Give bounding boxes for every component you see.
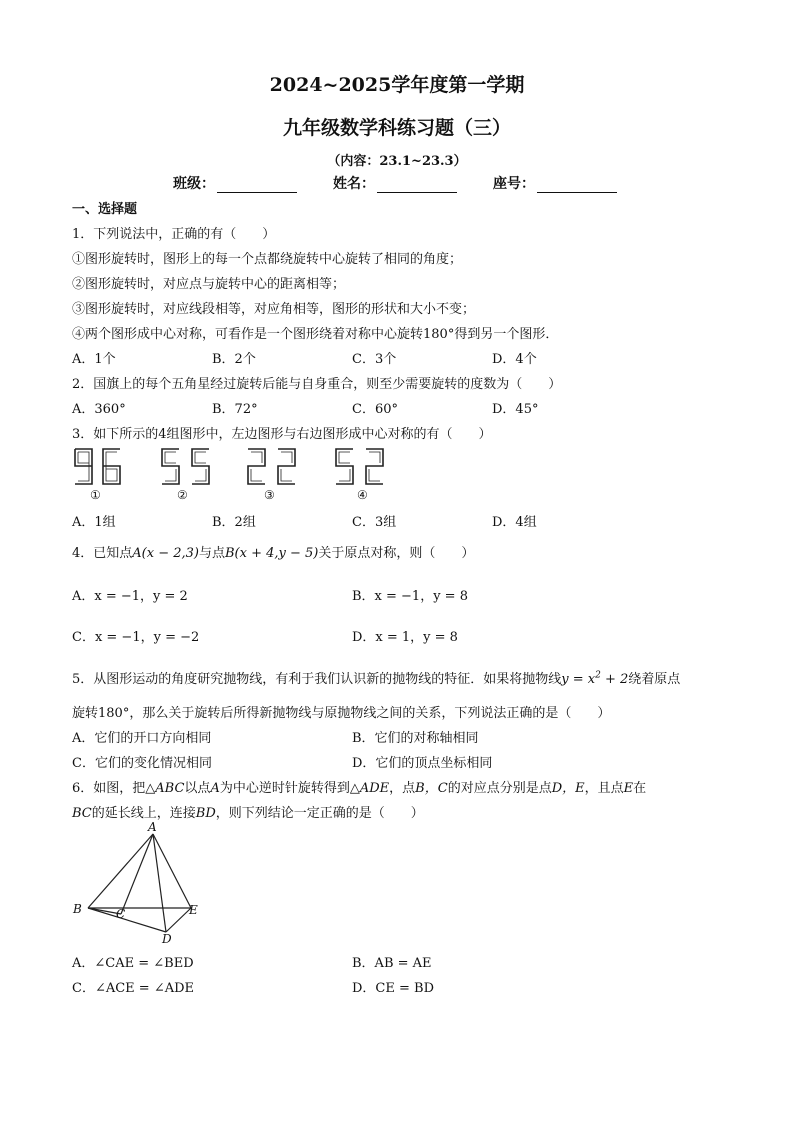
q6-option-a: A．∠CAE = ∠BED (72, 956, 194, 971)
q6-line-bd (88, 908, 166, 932)
q6-text-6: ，且点 (584, 781, 624, 796)
q2-option-a: A．360° (72, 402, 126, 417)
q1-statement-3: ③图形旋转时，对应线段相等，对应角相等，图形的形状和大小不变； (72, 302, 476, 317)
q5-option-b: B．它们的对称轴相同 (352, 731, 479, 746)
exam-title-subject: 九年级数学科练习题（三） (282, 117, 511, 139)
q6-segment-ad (153, 834, 166, 932)
q6-option-b: B．AB = AE (352, 956, 432, 971)
q3-option-d: D．4组 (492, 515, 537, 530)
name-blank (377, 178, 457, 193)
q3-figure-label-1: ① (90, 488, 101, 502)
q2-option-d: D．45° (492, 402, 539, 417)
q3-figure-label-4: ④ (357, 488, 368, 502)
q6-segment-bc: BC (72, 806, 92, 821)
q1-statement-1: ①图形旋转时，图形上的每一个点都绕旋转中心旋转了相同的角度； (72, 252, 463, 267)
q5-option-d: D．它们的顶点坐标相同 (352, 756, 493, 771)
q6-label-b: B (73, 902, 82, 916)
q3-pair-4-glyph (336, 449, 383, 484)
q4-point-b: B(x + 4,y − 5) (225, 546, 319, 561)
q5-formula (561, 672, 628, 687)
q5-stem-line2: 旋转180°，那么关于旋转后所得新抛物线与原抛物线之间的关系，下列说法正确的是（ ） (72, 706, 611, 721)
name-field (333, 173, 457, 193)
q5-option-c: C．它们的变化情况相同 (72, 756, 212, 771)
name-label: 姓名： (333, 176, 375, 192)
q4-stem (72, 542, 474, 561)
q6-label-c: C (116, 907, 126, 921)
q6-stem-line2 (72, 802, 424, 821)
q5-formula-exponent: 2 (595, 670, 601, 681)
q6-label-a: A (148, 820, 157, 834)
q3-figure-label-2: ② (177, 488, 188, 502)
q6-triangle-abc: △ABC (145, 781, 185, 796)
q3-figure-digits (72, 446, 402, 488)
q1-option-a: A．1个 (72, 352, 116, 367)
q6-segment-ab (88, 834, 153, 908)
q3-option-b: B．2组 (212, 515, 256, 530)
q6-segment-ae (153, 834, 191, 908)
class-blank (217, 178, 297, 193)
q6-option-c: C．∠ACE = ∠ADE (72, 981, 195, 996)
q4-point-a: A(x − 2,3) (132, 546, 199, 561)
q6-triangle-ade: △ADE (349, 781, 390, 796)
class-field (173, 173, 297, 193)
q4-option-b: B．x = −1，y = 8 (352, 589, 468, 604)
q4-option-a: A．x = −1，y = 2 (72, 589, 188, 604)
q1-stem: 1．下列说法中，正确的有（ ） (72, 227, 276, 242)
q1-option-d: D．4个 (492, 352, 537, 367)
q6-geometry-figure (66, 820, 216, 950)
q6-option-d: D．CE = BD (352, 981, 434, 996)
q2-option-c: C．60° (352, 402, 398, 417)
q5-option-a: A．它们的开口方向相同 (72, 731, 212, 746)
q6-stem-line1 (72, 777, 646, 796)
q3-pair-2-glyph (162, 449, 209, 484)
q4-option-d: D．x = 1，y = 8 (352, 630, 458, 645)
q6-text-5: 的对应点分别是点 (447, 781, 552, 796)
q3-pair-3-glyph (248, 449, 295, 484)
exam-content-range: （内容：23.1~23.3） (327, 154, 467, 169)
q6-segment-bd: BD (195, 806, 216, 821)
q4-stem-pre: 4．已知点 (72, 546, 133, 561)
q5-stem-post: 绕着原点 (628, 672, 681, 687)
q5-stem-line1 (72, 668, 680, 687)
q1-option-b: B．2个 (212, 352, 256, 367)
q1-option-c: C．3个 (352, 352, 397, 367)
q6-text-1: 6．如图，把 (72, 781, 146, 796)
q5-formula-rhs: + 2 (600, 672, 629, 687)
q4-option-c: C．x = −1，y = −2 (72, 630, 200, 645)
seat-blank (537, 178, 617, 193)
q1-statement-2: ②图形旋转时，对应点与旋转中心的距离相等； (72, 277, 346, 292)
q6-text-2: 以点 (184, 781, 211, 796)
q3-option-c: C．3组 (352, 515, 397, 530)
q6-text-9: ，则下列结论一定正确的是（ ） (215, 806, 424, 821)
q1-statement-4: ④两个图形成中心对称，可看作是一个图形绕着对称中心旋转180°得到另一个图形． (72, 327, 559, 342)
class-label: 班级： (173, 176, 215, 192)
q6-points-bc: B，C (415, 781, 448, 796)
q6-label-e: E (189, 903, 198, 917)
q3-option-a: A．1组 (72, 515, 116, 530)
q6-points-de: D，E (551, 781, 585, 796)
q4-stem-mid: 与点 (198, 546, 225, 561)
q5-formula-lhs: y = x (561, 672, 596, 687)
seat-label: 座号： (493, 176, 535, 192)
q6-text-4: ，点 (389, 781, 416, 796)
q4-stem-post: 关于原点对称，则（ ） (318, 546, 475, 561)
exam-title-year: 2024~2025学年度第一学期 (269, 74, 525, 96)
q3-stem: 3．如下所示的4组图形中，左边图形与右边图形成中心对称的有（ ） (72, 427, 492, 442)
q2-option-b: B．72° (212, 402, 258, 417)
q6-text-3: 为中心逆时针旋转得到 (219, 781, 350, 796)
section-heading: 一、选择题 (72, 202, 138, 217)
q6-point-e: E (623, 781, 634, 796)
q6-line-de (166, 908, 191, 932)
q3-pair-1-glyph (75, 449, 120, 484)
q2-stem: 2．国旗上的每个五角星经过旋转后能与自身重合，则至少需要旋转的度数为（ ） (72, 377, 562, 392)
q6-label-d: D (162, 932, 172, 946)
q6-text-7: 在 (633, 781, 647, 796)
q6-text-8: 的延长线上，连接 (91, 806, 196, 821)
seat-field (493, 173, 617, 193)
q6-point-a: A (210, 781, 220, 796)
q3-figure-label-3: ③ (264, 488, 275, 502)
q5-stem-pre: 5．从图形运动的角度研究抛物线，有利于我们认识新的抛物线的特征．如果将抛物线 (72, 672, 562, 687)
q6-segment-ac (121, 834, 153, 914)
